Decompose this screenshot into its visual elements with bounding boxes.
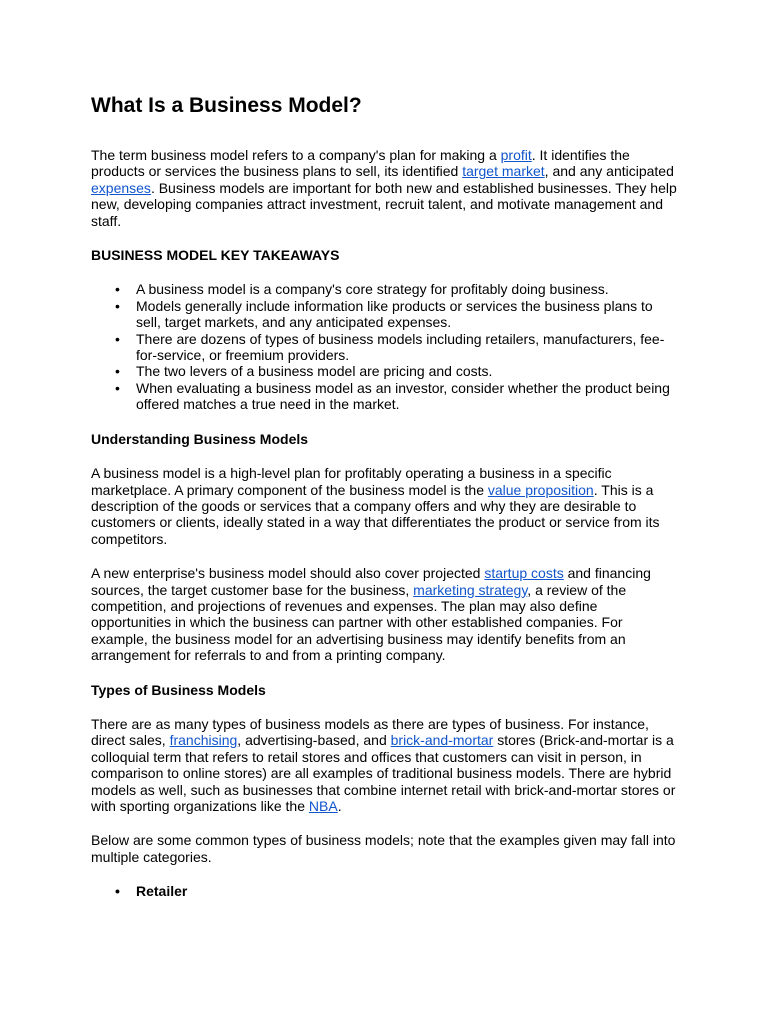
page-title: What Is a Business Model? [91, 94, 362, 117]
understanding-p2-text-3: , a review of the competition, and projections of revenues and expenses. The plan may also define opportunities in which the business can partner with other established companies. For example, the business model for an advertising business may identify benefits from an arrangement for referrals to and from a printing company. [91, 581, 627, 664]
intro-text-3: , and any anticipated [544, 163, 674, 180]
list-item: • Models generally include information like products or services the business plans to sell, target markets, and any anticipated expenses. [136, 298, 679, 331]
understanding-p2-text-2: and financing sources, the target customer base for the business, [91, 565, 651, 598]
document-page [91, 92, 679, 918]
list-item: • When evaluating a business model as an investor, consider whether the product being offered matches a true need in the market. [136, 380, 679, 413]
list-item: • There are dozens of types of business models including retailers, manufacturers, fee-for-service, or freemium providers. [136, 331, 679, 364]
link-franchising[interactable]: franchising [169, 732, 238, 749]
types-heading: Types of Business Models [91, 681, 266, 698]
types-paragraph-1 [91, 716, 679, 814]
link-marketing-strategy[interactable]: marketing strategy [413, 581, 528, 598]
link-nba[interactable]: NBA [308, 798, 338, 814]
link-value-proposition[interactable]: value proposition [487, 481, 594, 498]
list-item: • The two levers of a business model are pricing and costs. [136, 363, 679, 379]
types-paragraph-2: Below are some common types of business models; note that the examples given may fall into multiple categories. [91, 832, 676, 865]
types-list [91, 883, 679, 899]
list-item: • Retailer [136, 883, 679, 899]
intro-text-1: The term business model refers to a company's plan for making a [91, 147, 501, 163]
understanding-paragraph-2 [91, 565, 679, 663]
understanding-paragraph-1 [91, 465, 679, 547]
link-target-market[interactable]: target market [462, 163, 545, 180]
types-p1-text-2: , advertising-based, and [237, 732, 391, 749]
takeaways-heading: BUSINESS MODEL KEY TAKEAWAYS [91, 247, 340, 264]
types-p1-text-3: stores (Brick-and-mortar is a colloquial term that refers to retail stores and offices that customers can visit in person, in comparison to online stores) are all examples of traditional business models. There are hybrid models as well, such as businesses that combine internet retail with brick-and-mortar stores or with sporting organizations like the [91, 732, 676, 814]
intro-paragraph [91, 147, 679, 229]
types-p1-text-1: There are as many types of business models as there are types of business. For instance, direct sales, [91, 715, 649, 749]
link-startup-costs[interactable]: startup costs [484, 565, 564, 582]
list-item: • A business model is a company's core strategy for profitably doing business. [136, 281, 679, 297]
takeaways-list [91, 281, 679, 412]
intro-text-4: . Business models are important for both new and established businesses. They help new, developing companies attract investment, recruit talent, and motivate management and staff. [91, 179, 677, 229]
link-expenses[interactable]: expenses [91, 179, 151, 196]
understanding-p1-text-1: A business model is a high-level plan for profitably operating a business in a specific marketplace. A primary component of the business model is the [91, 465, 612, 498]
types-p1-text-4: . [337, 798, 342, 814]
link-profit[interactable]: profit [500, 147, 532, 163]
understanding-heading: Understanding Business Models [91, 430, 309, 447]
understanding-p1-text-2: . This is a description of the goods or services that a company offers and why they are desirable to customers or clients, ideally stated in a way that differentiates the product or service from its competitors. [91, 481, 660, 547]
intro-text-2: . It identifies the products or services the business plans to sell, its identified [91, 147, 630, 180]
link-brick-and-mortar[interactable]: brick-and-mortar [390, 732, 494, 749]
understanding-p2-text-1: A new enterprise's business model should also cover projected [91, 565, 485, 582]
